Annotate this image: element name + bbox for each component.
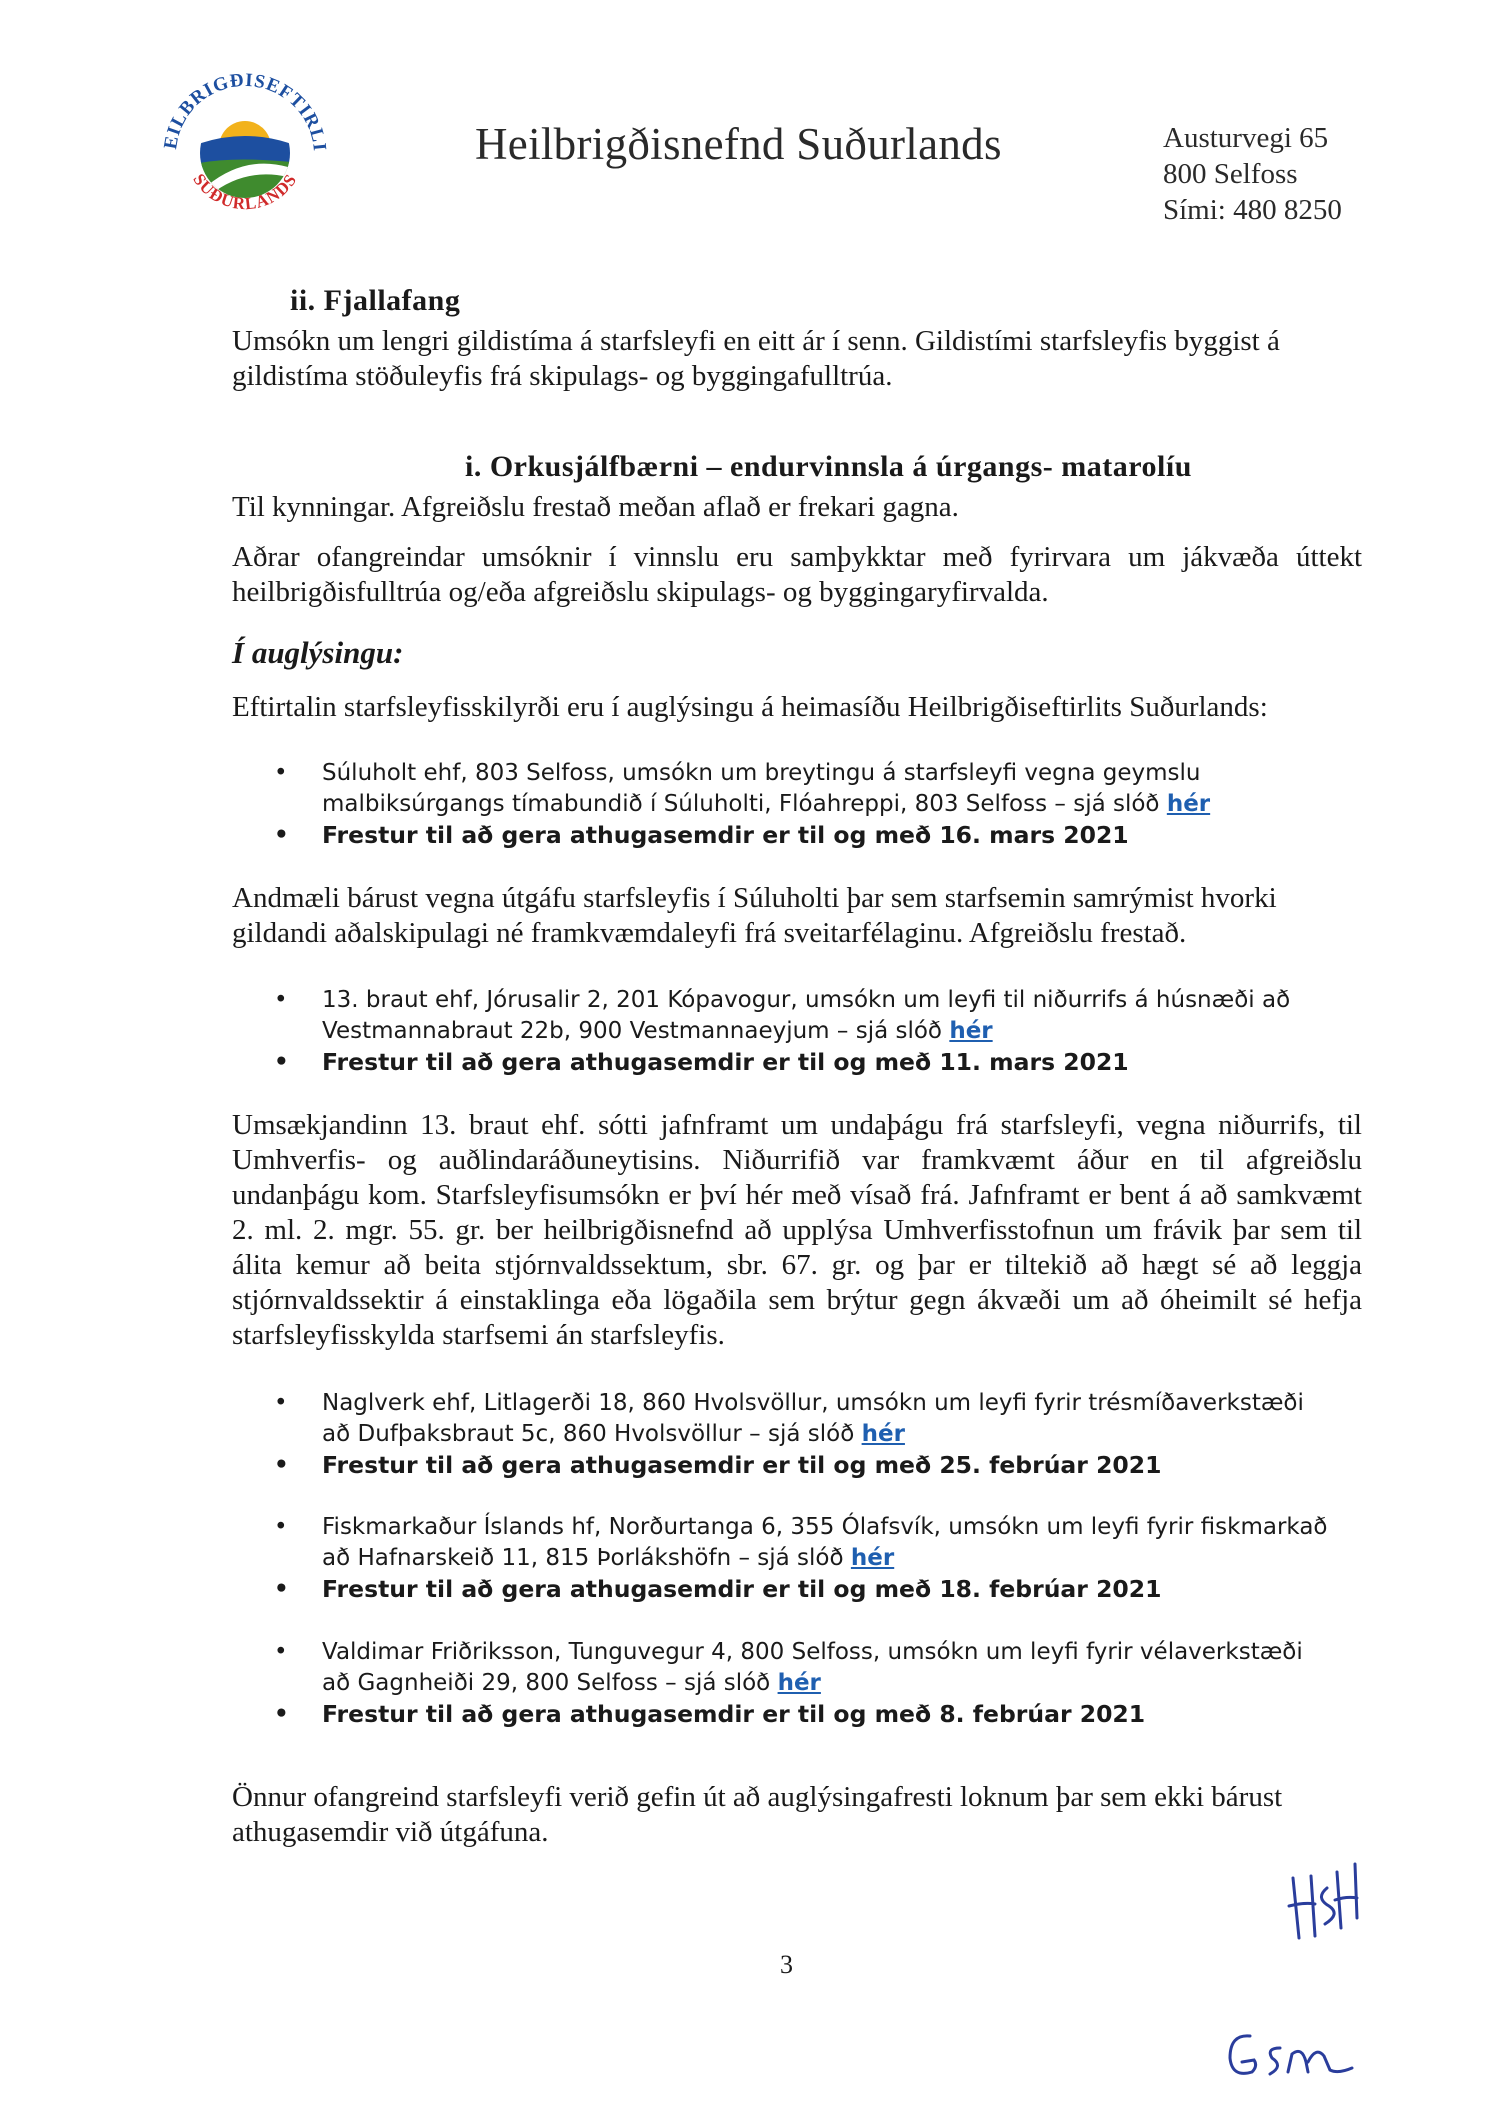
entry-text: Fiskmarkaður Íslands hf, Norðurtanga 6, 355 Ólafsvík, umsókn um leyfi fyrir fiskmarkað að Hafnarskeið 11, 815 Þorlákshöfn – sjá slóð bbox=[322, 1514, 1328, 1571]
entry-list-1 bbox=[270, 758, 1330, 851]
list-item bbox=[270, 1512, 1330, 1574]
applicant-paragraph: Umsækjandinn 13. braut ehf. sótti jafnframt um undaþágu frá starfsleyfi, vegna niðurrifs, til Umhverfis- og auðlindaráðuneytisins. Niðurrifið var framkvæmt áður en til afgreiðslu undanþágu kom. Starfsleyfisumsókn er því hér með vísað frá. Jafnframt er bent á að samkvæmt 2. ml. 2. mgr. 55. gr. ber heilbrigðisnefnd að upplýsa Umhverfisstofnun um frávik þar sem til álita kemur að beita stjórnvaldssektum, sbr. 67. gr. og þar er tiltekið að hægt sé að leggja stjórnvaldssektir á einstaklinga eða lögaðila sem brýtur gegn ákvæði um að óheimilt sé hefja starfsleyfisskylda starfsemi án starfsleyfis. bbox=[232, 1109, 1362, 1351]
approved-paragraph: Aðrar ofangreindar umsóknir í vinnslu eru samþykktar með fyrirvara um jákvæða úttekt heilbrigðisfulltrúa og/eða afgreiðslu skipulags- og byggingaryfirvalda. bbox=[232, 541, 1362, 608]
entry-list-4 bbox=[270, 1512, 1330, 1605]
list-item-deadline: • Frestur til að gera athugasemdir er til og með 18. febrúar 2021 bbox=[270, 1574, 1330, 1605]
entry-list-5 bbox=[270, 1637, 1330, 1730]
entry-link[interactable]: hér bbox=[861, 1421, 905, 1447]
final-paragraph: Önnur ofangreind starfsleyfi verið gefin út að auglýsingafresti loknum þar sem ekki bárust athugasemdir við útgáfuna. bbox=[232, 1781, 1283, 1848]
list-item-deadline: • Frestur til að gera athugasemdir er til og með 11. mars 2021 bbox=[270, 1047, 1330, 1078]
handwritten-initials-hsh bbox=[1285, 1858, 1365, 1948]
list-item-deadline: • Frestur til að gera athugasemdir er til og með 8. febrúar 2021 bbox=[270, 1699, 1330, 1730]
section-heading-fjallafang: ii. Fjallafang bbox=[290, 284, 461, 317]
entry-text: Súluholt ehf, 803 Selfoss, umsókn um breytingu á starfsleyfi vegna geymslu malbiksúrgangs tímabundið í Súluholti, Flóahreppi, 803 Selfoss – sjá slóð bbox=[322, 760, 1201, 817]
handwritten-initials-gsm bbox=[1222, 2022, 1362, 2087]
logo-text-bottom: SUÐURLANDS bbox=[189, 170, 301, 214]
section-heading-orkusjalfbaerni: i. Orkusjálfbærni – endurvinnsla á úrgangs- matarolíu bbox=[465, 450, 1192, 483]
advertisement-heading: Í auglýsingu: bbox=[232, 635, 404, 670]
entry-text: Naglverk ehf, Litlagerði 18, 860 Hvolsvöllur, umsókn um leyfi fyrir trésmíðaverkstæði að Dufþaksbraut 5c, 860 Hvolsvöllur – sjá slóð bbox=[322, 1390, 1304, 1447]
entry-text: Valdimar Friðriksson, Tunguvegur 4, 800 Selfoss, umsókn um leyfi fyrir vélaverkstæði að Gagnheiði 29, 800 Selfoss – sjá slóð bbox=[322, 1639, 1303, 1696]
entry-text: 13. braut ehf, Jórusalir 2, 201 Kópavogur, umsókn um leyfi til niðurrifs á húsnæði að Vestmannabraut 22b, 900 Vestmannaeyjum – sjá slóð bbox=[322, 987, 1291, 1044]
list-item bbox=[270, 758, 1330, 820]
address-postal: 800 Selfoss bbox=[1163, 158, 1298, 190]
entry-link[interactable]: hér bbox=[850, 1545, 895, 1571]
entry-link[interactable]: hér bbox=[949, 1018, 993, 1044]
organization-logo bbox=[150, 55, 340, 245]
address-phone: Sími: 480 8250 bbox=[1163, 194, 1342, 226]
list-item-deadline: • Frestur til að gera athugasemdir er til og með 16. mars 2021 bbox=[270, 820, 1330, 851]
list-item bbox=[270, 1637, 1330, 1699]
section-body-orkusjalfbaerni: Til kynningar. Afgreiðslu frestað meðan aflað er frekari gagna. bbox=[232, 491, 959, 523]
section-body-fjallafang: Umsókn um lengri gildistíma á starfsleyfi en eitt ár í senn. Gildistími starfsleyfis byggist á gildistíma stöðuleyfis frá skipulags- og byggingafulltrúa. bbox=[232, 325, 1280, 392]
address-street: Austurvegi 65 bbox=[1163, 122, 1329, 154]
page-number: 3 bbox=[780, 1950, 793, 1979]
advertisement-intro: Eftirtalin starfsleyfisskilyrði eru í auglýsingu á heimasíðu Heilbrigðiseftirlits Suðurlands: bbox=[232, 691, 1268, 723]
entry-list-3 bbox=[270, 1388, 1330, 1481]
list-item bbox=[270, 1388, 1330, 1450]
logo-text-top: EILBRIGÐISEFTIRLI bbox=[160, 69, 330, 153]
entry-link[interactable]: hér bbox=[1166, 791, 1211, 817]
entry-link[interactable]: hér bbox=[777, 1670, 821, 1696]
list-item-deadline: • Frestur til að gera athugasemdir er til og með 25. febrúar 2021 bbox=[270, 1450, 1330, 1481]
objection-paragraph: Andmæli bárust vegna útgáfu starfsleyfis í Súluholti þar sem starfsemin samrýmist hvorki gildandi aðalskipulagi né framkvæmdaleyfi frá sveitarfélaginu. Afgreiðslu frestað. bbox=[232, 882, 1277, 949]
list-item bbox=[270, 985, 1330, 1047]
address-block bbox=[1163, 120, 1342, 228]
entry-list-2 bbox=[270, 985, 1330, 1078]
organization-name: Heilbrigðisnefnd Suðurlands bbox=[475, 119, 1002, 169]
